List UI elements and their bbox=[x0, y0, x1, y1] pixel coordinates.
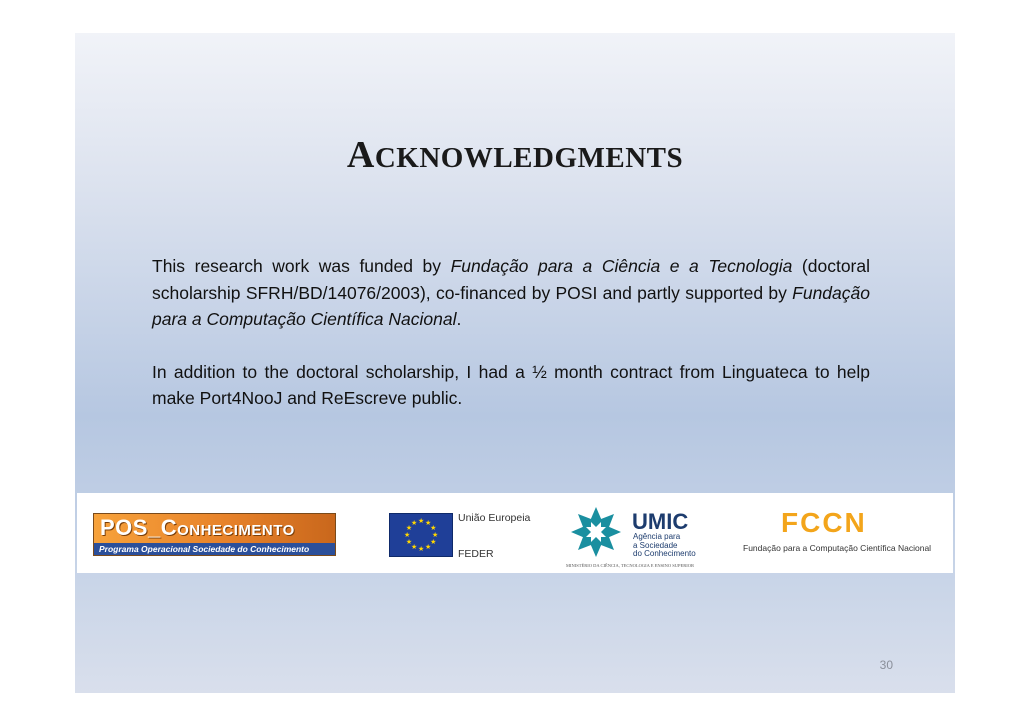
umic-logo-subtitle bbox=[633, 533, 696, 559]
page-number: 30 bbox=[879, 658, 893, 672]
eu-star-icon: ★ bbox=[418, 517, 425, 525]
umic-logo-title: UMIC bbox=[632, 509, 689, 534]
eu-star-icon: ★ bbox=[418, 545, 425, 553]
feder-logo-text: FEDER bbox=[458, 548, 494, 560]
slide-title bbox=[75, 133, 955, 177]
eu-star-icon: ★ bbox=[430, 538, 437, 546]
funding-text-1: This research work was funded by bbox=[152, 256, 451, 276]
title-initial: A bbox=[346, 134, 375, 176]
fccn-logo-title: FCCN bbox=[781, 507, 867, 538]
contract-paragraph: In addition to the doctoral scholarship, I had a ½ month contract from Linguateca to help make Port4NooJ and ReEscreve public. bbox=[152, 361, 870, 408]
eu-star-icon: ★ bbox=[404, 531, 411, 539]
umic-sub-line-1: Agência para bbox=[633, 532, 681, 541]
eu-star-icon: ★ bbox=[411, 518, 418, 527]
fct-name: Fundação para a Ciência e a Tecnologia bbox=[450, 256, 793, 276]
eu-star-icon: ★ bbox=[405, 524, 413, 532]
eu-star-icon: ★ bbox=[411, 543, 418, 552]
pos-logo-title bbox=[100, 515, 295, 541]
pos-logo-subtitle: Programa Operacional Sociedade do Conhecimento bbox=[94, 543, 335, 555]
eu-star-icon: ★ bbox=[425, 543, 432, 552]
slide bbox=[75, 33, 955, 693]
eu-star-icon: ★ bbox=[405, 538, 413, 546]
funding-text-3: . bbox=[456, 309, 462, 329]
eu-flag-icon bbox=[389, 513, 453, 557]
fccn-name: Fundação para a Computação Científica Nacional bbox=[152, 282, 870, 329]
eu-star-icon: ★ bbox=[430, 524, 437, 532]
pos-logo-title-a: POS_C bbox=[100, 515, 178, 540]
funding-paragraph bbox=[152, 253, 870, 333]
eu-star-icon: ★ bbox=[425, 518, 432, 527]
umic-sub-line-2: a Sociedade bbox=[633, 540, 678, 550]
logo-strip bbox=[77, 493, 953, 573]
title-rest: CKNOWLEDGMENTS bbox=[374, 142, 684, 174]
fccn-logo-subtitle: Fundação para a Computação Científica Nacional bbox=[743, 543, 932, 553]
umic-sub-line-3: do Conhecimento bbox=[633, 549, 696, 558]
umic-mark-icon bbox=[567, 503, 625, 561]
umic-ministry-text: MINISTÉRIO DA CIÊNCIA, TECNOLOGIA E ENSINO SUPERIOR bbox=[566, 563, 695, 568]
pos-logo-title-b: ONHECIMENTO bbox=[177, 522, 295, 539]
pos-conhecimento-logo bbox=[93, 513, 336, 556]
eu-star-icon: ★ bbox=[432, 531, 439, 539]
body-text bbox=[152, 253, 870, 438]
eu-logo-text: União Europeia bbox=[458, 512, 531, 524]
funding-text-2: (doctoral scholarship SFRH/BD/14076/2003), co-financed by POSI and partly supported by bbox=[152, 256, 871, 303]
